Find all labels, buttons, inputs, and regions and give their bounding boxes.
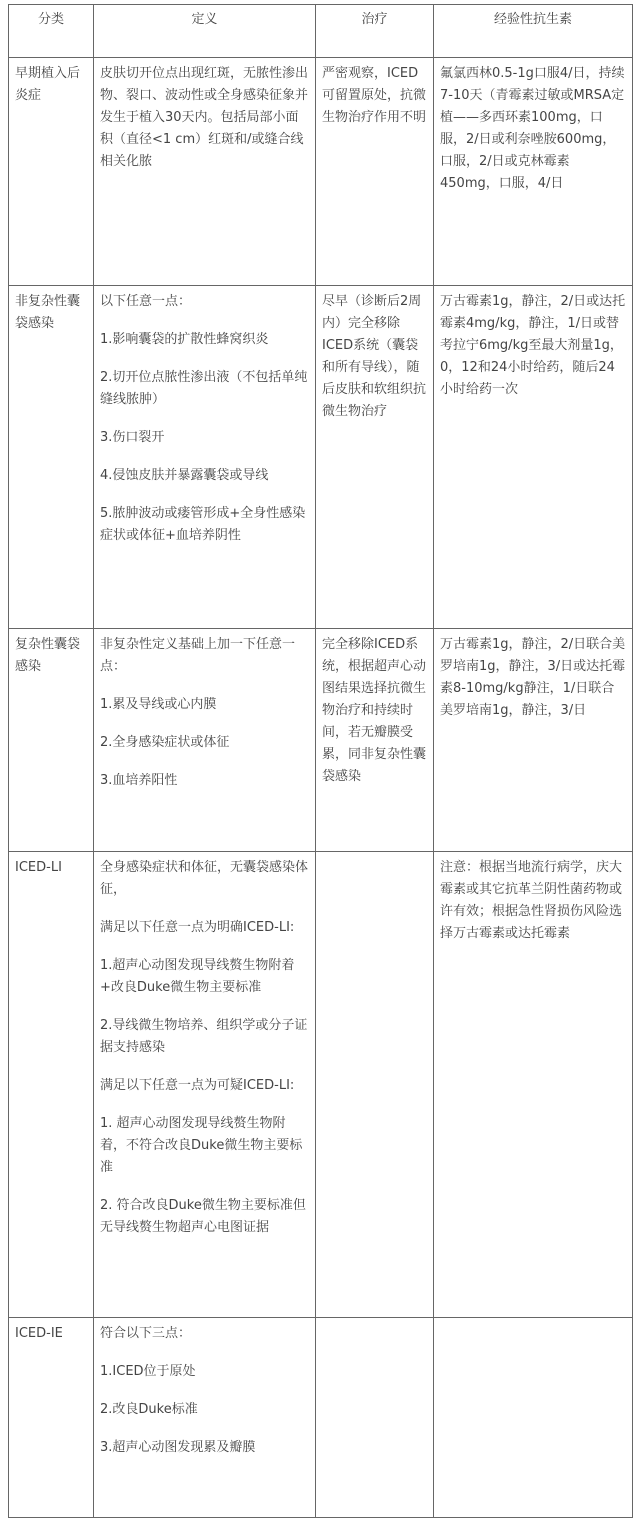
definition-paragraph: 非复杂性定义基础上加一下任意一点：: [100, 637, 296, 674]
header-definition: 定义: [94, 5, 316, 58]
definition-paragraph: 以下任意一点：: [100, 294, 192, 309]
category-cell: ICED-IE: [9, 1318, 94, 1518]
definition-paragraph: 1. 超声心动图发现导线赘生物附着，不符合改良Duke微生物主要标准: [100, 1116, 303, 1175]
category-cell: ICED-LI: [9, 852, 94, 1318]
definition-paragraph: 4.侵蚀皮肤并暴露囊袋或导线: [100, 468, 269, 483]
antibiotics-cell: 氟氯西林0.5-1g口服4/日，持续7-10天（青霉素过敏或MRSA定植——多西环素100mg，口服，2/日或利奈唑胺600mg，口服，2/日或克林霉素450mg，口服，4/日: [434, 58, 633, 286]
antibiotics-cell: 万古霉素1g，静注，2/日联合美罗培南1g，静注，3/日或达托霉素8-10mg/kg静注，1/日联合美罗培南1g，静注，3/日: [434, 629, 633, 852]
definition-paragraph: 3.血培养阳性: [100, 773, 178, 788]
category-cell: 非复杂性囊袋感染: [9, 286, 94, 629]
definition-cell: [94, 629, 316, 852]
definition-paragraph: 1.累及导线或心内膜: [100, 697, 217, 712]
definition-paragraph: 3.伤口裂开: [100, 430, 165, 445]
definition-paragraph: 2.导线微生物培养、组织学或分子证据支持感染: [100, 1018, 308, 1055]
category-cell: 早期植入后炎症: [9, 58, 94, 286]
definition-paragraph: 2. 符合改良Duke微生物主要标准但无导线赘生物超声心电图证据: [100, 1198, 306, 1235]
treatment-cell: 严密观察，ICED可留置原处，抗微生物治疗作用不明: [316, 58, 434, 286]
table-row-complicated-pocket-infection: [9, 629, 633, 852]
definition-paragraph: 2.改良Duke标准: [100, 1402, 198, 1417]
table-row-uncomplicated-pocket-infection: [9, 286, 633, 629]
definition-paragraph: 3.超声心动图发现累及瓣膜: [100, 1440, 256, 1455]
table-row-early-inflammation: [9, 58, 633, 286]
definition-cell: [94, 1318, 316, 1518]
definition-paragraph: 皮肤切开位点出现红斑，无脓性渗出物、裂口、波动性或全身感染征象并发生于植入30天内。包括局部小面积（直径<1 cm）红斑和/或缝合线相关化脓: [100, 66, 309, 169]
treatment-cell: 尽早（诊断后2周内）完全移除ICED系统（囊袋和所有导线），随后皮肤和软组织抗微生物治疗: [316, 286, 434, 629]
definition-cell: [94, 58, 316, 286]
table-row-iced-li: [9, 852, 633, 1318]
definition-paragraph: 1.超声心动图发现导线赘生物附着+改良Duke微生物主要标准: [100, 958, 295, 995]
treatment-cell: [316, 852, 434, 1318]
header-treatment: 治疗: [316, 5, 434, 58]
header-category: 分类: [9, 5, 94, 58]
definition-paragraph: 1.影响囊袋的扩散性蜂窝织炎: [100, 332, 269, 347]
definition-paragraph: 满足以下任意一点为明确ICED-LI:: [100, 920, 295, 935]
iced-infection-table: [8, 4, 633, 1518]
header-antibiotics: 经验性抗生素: [434, 5, 633, 58]
treatment-cell: [316, 1318, 434, 1518]
antibiotics-cell: 注意：根据当地流行病学，庆大霉素或其它抗革兰阴性菌药物或许有效；根据急性肾损伤风险选择万古霉素或达托霉素: [434, 852, 633, 1318]
definition-paragraph: 1.ICED位于原处: [100, 1364, 196, 1379]
definition-paragraph: 满足以下任意一点为可疑ICED-LI:: [100, 1078, 295, 1093]
definition-paragraph: 2.全身感染症状或体征: [100, 735, 230, 750]
definition-paragraph: 2.切开位点脓性渗出液（不包括单纯缝线脓肿）: [100, 370, 308, 407]
definition-paragraph: 全身感染症状和体征，无囊袋感染体征，: [100, 860, 309, 897]
definition-paragraph: 符合以下三点：: [100, 1326, 192, 1341]
definition-cell: [94, 852, 316, 1318]
definition-paragraph: 5.脓肿波动或瘘管形成+全身性感染症状或体征+血培养阴性: [100, 506, 306, 543]
category-cell: 复杂性囊袋感染: [9, 629, 94, 852]
table-header-row: [9, 5, 633, 58]
definition-cell: [94, 286, 316, 629]
antibiotics-cell: 万古霉素1g，静注，2/日或达托霉素4mg/kg，静注，1/日或替考拉宁6mg/kg至最大剂量1g，0，12和24小时给药，随后24小时给药一次: [434, 286, 633, 629]
treatment-cell: 完全移除ICED系统，根据超声心动图结果选择抗微生物治疗和持续时间，若无瓣膜受累，同非复杂性囊袋感染: [316, 629, 434, 852]
table-row-iced-ie: [9, 1318, 633, 1518]
antibiotics-cell: [434, 1318, 633, 1518]
